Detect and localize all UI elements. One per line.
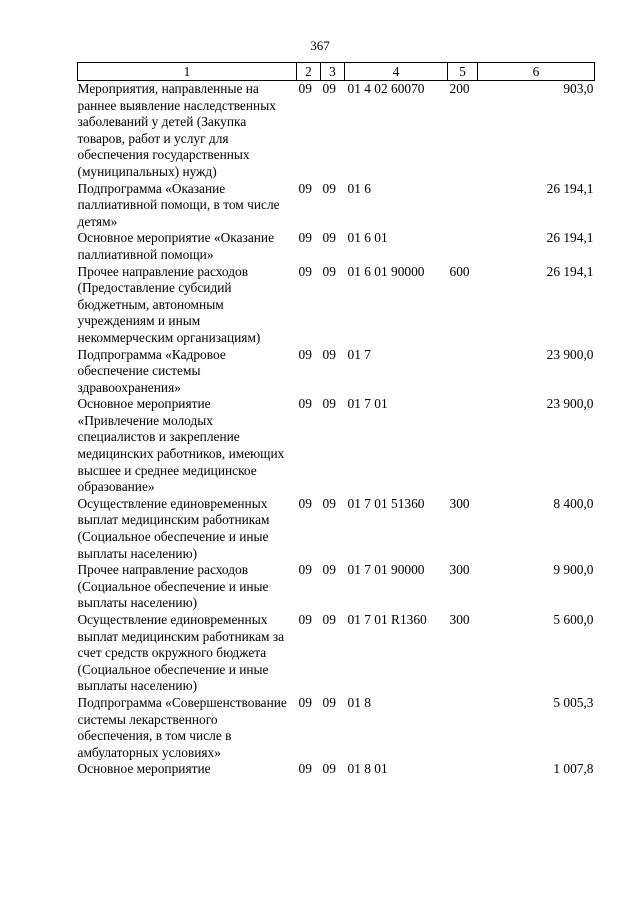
row-section: 09 [298, 562, 312, 578]
row-target-code: 01 8 [347, 694, 371, 710]
row-target-code: 01 7 [347, 346, 371, 362]
row-target-code: 01 7 01 51360 [347, 495, 425, 511]
row-section: 09 [298, 180, 312, 196]
row-amount: 23 900,0 [546, 396, 594, 412]
row-name: Прочее направление расходов (Предоставление субсидий бюджетным, автономным учреждениям и иным некоммерческим организациям) [77, 263, 261, 345]
row-subsection: 09 [322, 81, 336, 96]
row-section: 09 [298, 346, 312, 362]
table-row [78, 562, 595, 612]
row-name: Подпрограмма «Кадровое обеспечение системы здравоохранения» [77, 346, 226, 395]
row-subsection: 09 [322, 230, 336, 246]
row-expense-type: 200 [449, 81, 470, 96]
row-name: Мероприятия, направленные на раннее выявление наследственных заболеваний у детей (Закупка товаров, работ и услуг для обеспечения государственных (муниципальных) нужд) [77, 81, 276, 179]
row-amount: 9 900,0 [553, 562, 594, 578]
row-amount: 26 194,1 [546, 263, 594, 279]
table-row [78, 761, 595, 778]
budget-table [77, 62, 595, 778]
row-name: Подпрограмма «Совершенствование системы лекарственного обеспечения, в том числе в амбулаторных условиях» [77, 694, 287, 760]
header-col-1: 1 [78, 63, 297, 81]
row-subsection: 09 [322, 396, 336, 412]
table-row [78, 612, 595, 695]
row-expense-type [448, 347, 478, 397]
row-section: 09 [298, 81, 312, 96]
row-subsection: 09 [322, 612, 336, 627]
row-amount: 903,0 [563, 81, 594, 96]
row-name: Основное мероприятие «Привлечение молодых специалистов и закрепление медицинских работников, имеющих высшее и среднее медицинское образование» [77, 396, 285, 495]
row-amount: 26 194,1 [546, 230, 594, 246]
row-target-code: 01 8 01 [347, 761, 388, 777]
row-section: 09 [298, 230, 312, 246]
table-row [78, 181, 595, 231]
row-section: 09 [298, 396, 312, 412]
row-target-code: 01 6 01 90000 [347, 263, 425, 279]
table-row [78, 695, 595, 761]
row-section: 09 [298, 761, 312, 777]
header-row [78, 63, 595, 81]
row-target-code: 01 4 02 60070 [347, 81, 425, 96]
row-subsection: 09 [322, 562, 336, 578]
row-expense-type: 600 [449, 263, 470, 279]
row-expense-type: 300 [449, 495, 470, 511]
table-header [78, 63, 595, 81]
row-name: Осуществление единовременных выплат медицинским работникам (Социальное обеспечение и иные выплаты населению) [77, 495, 270, 561]
row-expense-type [448, 396, 478, 496]
row-amount: 23 900,0 [546, 346, 594, 362]
table-row [78, 81, 595, 181]
row-amount: 5 600,0 [553, 612, 594, 627]
header-col-5: 5 [448, 63, 478, 81]
row-name: Осуществление единовременных выплат медицинским работникам за счет средств окружного бюджета (Социальное обеспечение и иные выплаты населению) [77, 612, 285, 694]
row-subsection: 09 [322, 263, 336, 279]
table-row [78, 347, 595, 397]
row-name: Основное мероприятие «Оказание паллиативной помощи» [77, 230, 275, 262]
page-number: 367 [310, 38, 330, 53]
row-subsection: 09 [322, 694, 336, 710]
row-amount: 5 005,3 [553, 694, 594, 710]
header-col-4: 4 [345, 63, 448, 81]
row-expense-type [448, 695, 478, 761]
header-col-3: 3 [321, 63, 345, 81]
table-row [78, 396, 595, 496]
row-subsection: 09 [322, 495, 336, 511]
row-expense-type [448, 230, 478, 263]
row-name: Подпрограмма «Оказание паллиативной помощи, в том числе детям» [77, 180, 280, 229]
row-section: 09 [298, 263, 312, 279]
table-row [78, 496, 595, 562]
row-expense-type [448, 181, 478, 231]
row-subsection: 09 [322, 346, 336, 362]
row-subsection: 09 [322, 761, 336, 777]
header-col-6: 6 [478, 63, 595, 81]
row-amount: 26 194,1 [546, 180, 594, 196]
table-body [78, 81, 595, 778]
header-col-2: 2 [297, 63, 321, 81]
row-subsection: 09 [322, 180, 336, 196]
row-expense-type: 300 [449, 612, 470, 627]
row-amount: 8 400,0 [553, 495, 594, 511]
row-target-code: 01 7 01 [347, 396, 388, 412]
row-expense-type [448, 761, 478, 778]
table-row [78, 264, 595, 347]
row-section: 09 [298, 694, 312, 710]
table-row [78, 230, 595, 263]
row-target-code: 01 6 [347, 180, 371, 196]
row-amount: 1 007,8 [553, 761, 594, 777]
row-expense-type: 300 [449, 562, 470, 578]
row-section: 09 [298, 495, 312, 511]
row-target-code: 01 7 01 90000 [347, 562, 425, 578]
row-name: Прочее направление расходов (Социальное обеспечение и иные выплаты населению) [77, 562, 269, 611]
row-name: Основное мероприятие [77, 761, 211, 777]
row-section: 09 [298, 612, 312, 627]
row-target-code: 01 6 01 [347, 230, 388, 246]
row-target-code: 01 7 01 R1360 [347, 612, 427, 627]
